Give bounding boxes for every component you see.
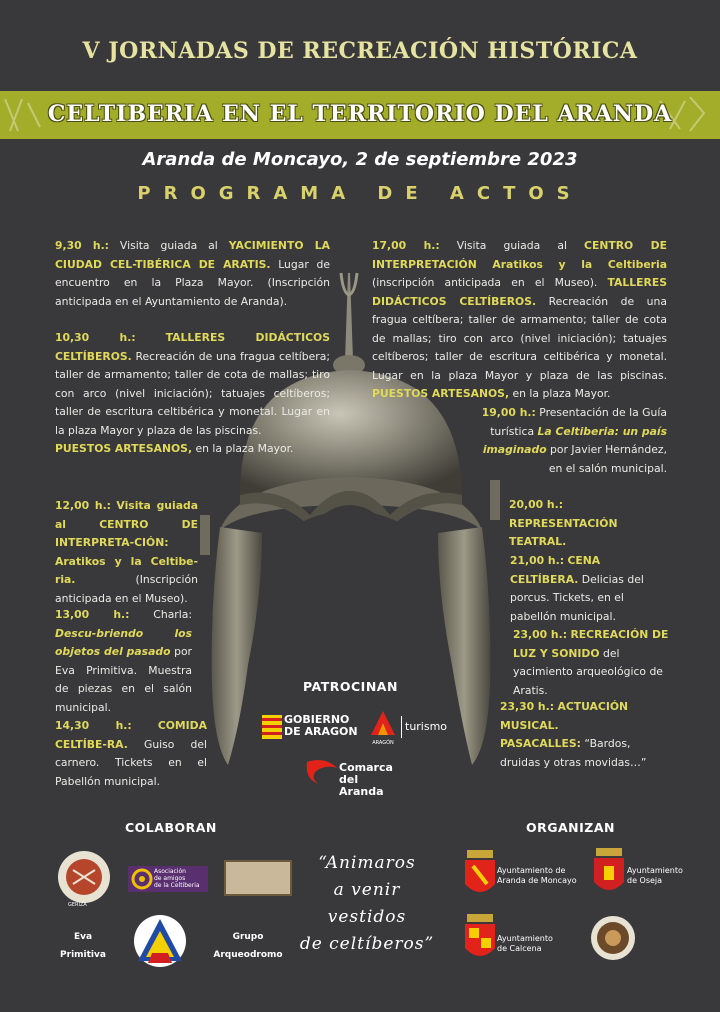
turismo-divider [401,716,402,738]
patrocinan-label: PATROCINAN [303,679,398,694]
oseja-shield-icon [592,848,626,898]
aragon-turismo-logo: ARAGÓN [370,710,400,746]
event-1300: 13,00 h.: Charla: Descu-briendo los objetos del pasado por Eva Primitiva. Muestra de piezas en el salón municipal. [55,608,192,714]
event-0930: 9,30 h.: Visita guiada al YACIMIENTO LA CIUDAD CEL-TIBÉRICA DE ARATIS. Lugar de encuentro en la Plaza Mayor. (Inscripción anticipada en el Ayuntamiento de Aranda). [55,239,331,308]
event-1200: 12,00 h.: Visita guiada al CENTRO DE INTERPRETA-CIÓN: Aratikos y la Celtibe-ria. (Inscripción anticipada en el Museo). [55,499,198,605]
aragon-flag-icon [262,715,282,739]
organizan-label: ORGANIZAN [526,820,615,835]
triskel-icon [131,868,153,890]
event-title: V JORNADAS DE RECREACIÓN HISTÓRICA [82,38,638,64]
museo-seal-logo [590,915,636,961]
event-1700: 17,00 h.: Visita guiada al CENTRO DE INTERPRETACIÓN Aratikos y la Celtiberia (inscripción anticipada en el Museo). TALLERES DIDÁCTICOS CELTÍBEROS. Recreación de una fragua celtíbera; taller de armamento; taller de cota de mallas; tiro con arco (nivel iniciación); tatuajes celtíberos; taller de escritura celtibérica y monetal. Lugar en la plaza Mayor y plaza de las piscinas. PUESTOS ARTESANOS, en la plaza Mayor. [372,239,667,400]
colaboran-label: COLABORAN [125,820,217,835]
calcena-ayuntamiento-text: Ayuntamiento de Calcena [497,934,553,953]
aranda-shield-icon [463,850,497,900]
event-1900: 19,00 h.: Presentación de la Guía turística La Celtiberia: un país imaginado por Javier Hernández, en el salón municipal. [481,406,667,475]
geriza-logo [57,850,111,904]
aranda-ayuntamiento-text: Ayuntamiento de Aranda de Moncayo [497,866,577,885]
grupo-arqueodromo-text: Grupo Arqueodromo [213,932,283,960]
event-2000: 20,00 h.: REPRESENTACIÓN TEATRAL. [509,498,618,548]
oseja-ayuntamiento-text: Ayuntamiento de Oseja [627,866,683,885]
event-2100: 21,00 h.: CENA CELTÍBERA. Delicias del porcus. Tickets, en el pabellón municipal. [510,554,644,623]
aragon-a-icon [370,710,396,736]
gobierno-aragon-logo: GOBIERNO DE ARAGON [262,714,358,740]
event-subtitle: CELTIBERIA EN EL TERRITORIO DEL ARANDA [47,101,673,127]
event-2330: 23,30 h.: ACTUACIÓN MUSICAL. PASACALLES: “Bardos, druidas y otras movidas…” [500,700,647,769]
amigos-aranda-plaque [224,860,292,896]
event-2300: 23,00 h.: RECREACIÓN DE LUZ Y SONIDO del yacimiento arqueológico de Aratis. [513,628,669,697]
asociacion-celtiberia-logo: Asociación de amigos de la Celtiberia [128,866,208,892]
place-date: Aranda de Moncayo, 2 de septiembre 2023 [142,149,578,170]
arqueodromo-logo [132,913,188,971]
turismo-text: turismo [405,720,448,733]
geriza-text: GERIZA [68,902,87,908]
comarca-aranda-logo: Comarca del Aranda [305,758,405,788]
calcena-shield-icon [463,914,497,964]
programa-heading: PROGRAMA DE ACTOS [137,183,583,204]
dress-up-quote: “Animaros a venir vestidos de celtíberos” [299,853,435,954]
event-1030: 10,30 h.: TALLERES DIDÁCTICOS CELTÍBEROS. Recreación de una fragua celtíbera; taller de armamento; taller de cota de mallas; tiro con arco (nivel iniciación); tatuajes celtíberos; taller de escritura celtibérica y monetal. Lugar en la plaza Mayor y plaza de las piscinas. PUESTOS ARTESANOS, en la plaza Mayor. [55,331,330,455]
event-1430: 14,30 h.: COMIDA CELTÍBE-RA. Guiso del carnero. Tickets en el Pabellón municipal. [55,719,207,788]
eva-primitiva-text: Eva Primitiva [60,932,106,960]
comarca-swoosh-icon [305,758,339,784]
